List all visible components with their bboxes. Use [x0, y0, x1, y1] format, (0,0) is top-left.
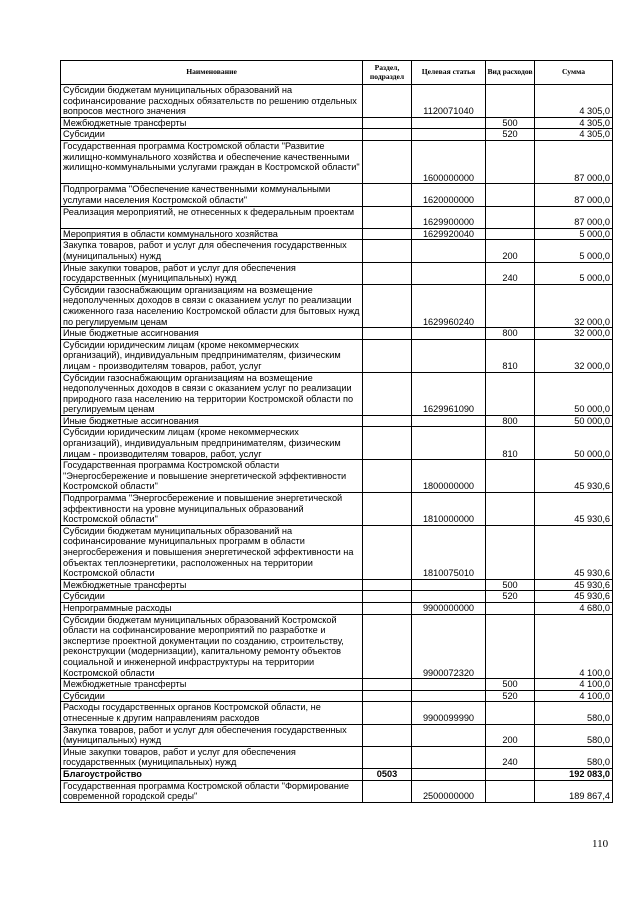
row-amount-cell: 32 000,0: [535, 284, 613, 327]
row-name-cell: Субсидии бюджетам муниципальных образований Костромской области на софинансирование мероприятий по разработке и экспертизе проектной документации по созданию, строительству, реконструкции (модернизации), капитальному ремонту объектов социальной и инженерной инфраструктуры на территории Костромской области: [61, 614, 363, 679]
table-row: [61, 702, 613, 724]
row-target-cell: 1810075010: [412, 525, 486, 579]
row-name-cell: Закупка товаров, работ и услуг для обеспечения государственных (муниципальных) нужд: [61, 724, 363, 746]
row-target-cell: 1600000000: [412, 140, 486, 183]
row-section-cell: [363, 240, 412, 262]
row-amount-cell: 4 100,0: [535, 679, 613, 691]
row-amount-cell: 45 930,6: [535, 579, 613, 591]
row-name-cell: Государственная программа Костромской области "Энергосбережение и повышение энергетической эффективности Костромской области": [61, 460, 363, 493]
row-amount-cell: 45 930,6: [535, 525, 613, 579]
row-name-cell: Непрограммные расходы: [61, 603, 363, 615]
row-amount-cell: 32 000,0: [535, 328, 613, 340]
row-target-cell: 1629961090: [412, 372, 486, 415]
row-amount-cell: 580,0: [535, 724, 613, 746]
row-name-cell: Иные закупки товаров, работ и услуг для обеспечения государственных (муниципальных) нужд: [61, 262, 363, 284]
table-row: [61, 769, 613, 781]
row-type-cell: [486, 85, 535, 118]
row-section-cell: [363, 614, 412, 679]
row-target-cell: 1800000000: [412, 460, 486, 493]
table-row: [61, 591, 613, 603]
row-target-cell: 1120071040: [412, 85, 486, 118]
row-type-cell: 520: [486, 129, 535, 141]
table-row: [61, 85, 613, 118]
row-target-cell: 9900099990: [412, 702, 486, 724]
row-type-cell: 500: [486, 117, 535, 129]
row-section-cell: [363, 339, 412, 372]
row-section-cell: [363, 493, 412, 526]
row-amount-cell: 5 000,0: [535, 262, 613, 284]
row-name-cell: Межбюджетные трансферты: [61, 579, 363, 591]
table-row: [61, 679, 613, 691]
row-section-cell: [363, 591, 412, 603]
row-type-cell: 200: [486, 724, 535, 746]
row-amount-cell: 87 000,0: [535, 184, 613, 206]
table-row: [61, 284, 613, 327]
table-row: [61, 262, 613, 284]
row-name-cell: Субсидии юридическим лицам (кроме некоммерческих организаций), индивидуальным предпринимателям, физическим лицам - производителям товаров, работ, услуг: [61, 339, 363, 372]
row-name-cell: Государственная программа Костромской области "Формирование современной городской среды": [61, 780, 363, 802]
table-row: [61, 579, 613, 591]
row-name-cell: Расходы государственных органов Костромской области, не отнесенные к другим направлениям расходов: [61, 702, 363, 724]
row-amount-cell: 50 000,0: [535, 372, 613, 415]
row-type-cell: [486, 284, 535, 327]
row-name-cell: Субсидии: [61, 591, 363, 603]
row-name-cell: Субсидии бюджетам муниципальных образований на софинансирование расходных обязательств по решению отдельных вопросов местного значения: [61, 85, 363, 118]
row-name-cell: Иные бюджетные ассигнования: [61, 415, 363, 427]
row-type-cell: 800: [486, 328, 535, 340]
table-row: [61, 690, 613, 702]
row-target-cell: 9900000000: [412, 603, 486, 615]
row-name-cell: Субсидии юридическим лицам (кроме некоммерческих организаций), индивидуальным предпринимателям, физическим лицам - производителям товаров, работ, услуг: [61, 427, 363, 460]
row-section-cell: [363, 525, 412, 579]
table-row: [61, 328, 613, 340]
row-name-cell: Субсидии бюджетам муниципальных образований на софинансирование муниципальных программ в области энергосбережения и повышения энергетической эффективности на объектах теплоэнергетики, расположенных на территории Костромской области: [61, 525, 363, 579]
row-target-cell: 1629900000: [412, 206, 486, 228]
row-section-cell: [363, 460, 412, 493]
row-section-cell: [363, 140, 412, 183]
table-row: [61, 460, 613, 493]
row-name-cell: Межбюджетные трансферты: [61, 117, 363, 129]
row-target-cell: [412, 690, 486, 702]
table-row: [61, 724, 613, 746]
row-name-cell: Подпрограмма "Обеспечение качественными коммунальными услугами населения Костромской области": [61, 184, 363, 206]
row-type-cell: [486, 769, 535, 781]
table-row: [61, 206, 613, 228]
row-name-cell: Закупка товаров, работ и услуг для обеспечения государственных (муниципальных) нужд: [61, 240, 363, 262]
row-amount-cell: 4 305,0: [535, 129, 613, 141]
row-section-cell: [363, 372, 412, 415]
table-row: [61, 525, 613, 579]
row-amount-cell: 192 083,0: [535, 769, 613, 781]
header-amount: Сумма: [535, 61, 613, 85]
header-name: Наименование: [61, 61, 363, 85]
row-amount-cell: 5 000,0: [535, 228, 613, 240]
row-target-cell: [412, 240, 486, 262]
row-name-cell: Межбюджетные трансферты: [61, 679, 363, 691]
row-target-cell: [412, 724, 486, 746]
row-target-cell: [412, 339, 486, 372]
row-type-cell: 800: [486, 415, 535, 427]
row-target-cell: 9900072320: [412, 614, 486, 679]
row-target-cell: 1620000000: [412, 184, 486, 206]
row-target-cell: [412, 262, 486, 284]
row-name-cell: Иные бюджетные ассигнования: [61, 328, 363, 340]
row-section-cell: [363, 117, 412, 129]
header-section: Раздел, подраздел: [363, 61, 412, 85]
row-section-cell: [363, 129, 412, 141]
row-target-cell: [412, 427, 486, 460]
row-type-cell: [486, 460, 535, 493]
row-target-cell: 1629960240: [412, 284, 486, 327]
table-row: [61, 228, 613, 240]
row-amount-cell: 580,0: [535, 702, 613, 724]
row-name-cell: Подпрограмма "Энергосбережение и повышение энергетической эффективности на уровне муниципальных образований Костромской области": [61, 493, 363, 526]
table-row: [61, 415, 613, 427]
table-row: [61, 780, 613, 802]
row-amount-cell: 50 000,0: [535, 415, 613, 427]
row-section-cell: [363, 603, 412, 615]
row-section-cell: [363, 415, 412, 427]
row-amount-cell: 87 000,0: [535, 140, 613, 183]
row-type-cell: [486, 493, 535, 526]
row-target-cell: [412, 591, 486, 603]
row-amount-cell: 5 000,0: [535, 240, 613, 262]
table-row: [61, 427, 613, 460]
table-row: [61, 372, 613, 415]
row-section-cell: 0503: [363, 769, 412, 781]
table-row: [61, 746, 613, 768]
row-type-cell: 520: [486, 690, 535, 702]
row-type-cell: [486, 206, 535, 228]
row-section-cell: [363, 690, 412, 702]
row-amount-cell: 4 100,0: [535, 690, 613, 702]
row-name-cell: Мероприятия в области коммунального хозяйства: [61, 228, 363, 240]
row-type-cell: [486, 614, 535, 679]
row-type-cell: [486, 184, 535, 206]
row-amount-cell: 4 305,0: [535, 85, 613, 118]
row-section-cell: [363, 724, 412, 746]
row-amount-cell: 32 000,0: [535, 339, 613, 372]
row-section-cell: [363, 702, 412, 724]
row-amount-cell: 4 680,0: [535, 603, 613, 615]
row-type-cell: [486, 140, 535, 183]
row-name-cell: Субсидии: [61, 690, 363, 702]
row-type-cell: [486, 780, 535, 802]
row-type-cell: 200: [486, 240, 535, 262]
row-type-cell: 500: [486, 579, 535, 591]
row-section-cell: [363, 746, 412, 768]
row-target-cell: [412, 415, 486, 427]
row-target-cell: [412, 579, 486, 591]
row-name-cell: Благоустройство: [61, 769, 363, 781]
row-type-cell: 520: [486, 591, 535, 603]
row-type-cell: [486, 525, 535, 579]
row-amount-cell: 45 930,6: [535, 460, 613, 493]
row-target-cell: [412, 769, 486, 781]
row-name-cell: Субсидии газоснабжающим организациям на возмещение недополученных доходов в связи с оказанием услуг по реализации сжиженного газа населению Костромской области для бытовых нужд по регулируемым ценам: [61, 284, 363, 327]
row-target-cell: 1810000000: [412, 493, 486, 526]
row-section-cell: [363, 780, 412, 802]
row-name-cell: Субсидии газоснабжающим организациям на возмещение недополученных доходов в связи с оказанием услуг по реализации природного газа населению на территории Костромской области по регулируемым ценам: [61, 372, 363, 415]
page-number: 110: [592, 838, 609, 850]
row-amount-cell: 4 305,0: [535, 117, 613, 129]
table-row: [61, 140, 613, 183]
row-amount-cell: 50 000,0: [535, 427, 613, 460]
row-type-cell: 810: [486, 339, 535, 372]
row-type-cell: 810: [486, 427, 535, 460]
row-target-cell: 2500000000: [412, 780, 486, 802]
row-amount-cell: 189 867,4: [535, 780, 613, 802]
table-row: [61, 184, 613, 206]
row-name-cell: Реализация мероприятий, не отнесенных к федеральным проектам: [61, 206, 363, 228]
row-type-cell: 240: [486, 746, 535, 768]
budget-table: [60, 60, 613, 803]
row-type-cell: [486, 372, 535, 415]
header-target: Целевая статья: [412, 61, 486, 85]
budget-document: [60, 60, 612, 803]
row-target-cell: [412, 328, 486, 340]
table-row: [61, 493, 613, 526]
row-name-cell: Субсидии: [61, 129, 363, 141]
row-target-cell: 1629920040: [412, 228, 486, 240]
row-section-cell: [363, 206, 412, 228]
row-section-cell: [363, 328, 412, 340]
table-row: [61, 603, 613, 615]
row-type-cell: 500: [486, 679, 535, 691]
row-amount-cell: 45 930,6: [535, 591, 613, 603]
table-row: [61, 339, 613, 372]
table-row: [61, 129, 613, 141]
row-target-cell: [412, 117, 486, 129]
row-section-cell: [363, 679, 412, 691]
row-type-cell: 240: [486, 262, 535, 284]
table-row: [61, 240, 613, 262]
row-section-cell: [363, 228, 412, 240]
row-amount-cell: 4 100,0: [535, 614, 613, 679]
row-target-cell: [412, 129, 486, 141]
table-header-row: [61, 61, 613, 85]
row-section-cell: [363, 184, 412, 206]
row-section-cell: [363, 579, 412, 591]
row-amount-cell: 580,0: [535, 746, 613, 768]
row-target-cell: [412, 679, 486, 691]
row-section-cell: [363, 284, 412, 327]
row-type-cell: [486, 603, 535, 615]
row-amount-cell: 87 000,0: [535, 206, 613, 228]
row-name-cell: Иные закупки товаров, работ и услуг для обеспечения государственных (муниципальных) нужд: [61, 746, 363, 768]
row-section-cell: [363, 427, 412, 460]
row-target-cell: [412, 746, 486, 768]
row-name-cell: Государственная программа Костромской области "Развитие жилищно-коммунального хозяйства и обеспечение качественными жилищно-коммунальными услугами граждан в Костромской области": [61, 140, 363, 183]
table-row: [61, 614, 613, 679]
row-type-cell: [486, 702, 535, 724]
row-type-cell: [486, 228, 535, 240]
row-section-cell: [363, 262, 412, 284]
table-row: [61, 117, 613, 129]
header-type: Вид расходов: [486, 61, 535, 85]
row-section-cell: [363, 85, 412, 118]
row-amount-cell: 45 930,6: [535, 493, 613, 526]
